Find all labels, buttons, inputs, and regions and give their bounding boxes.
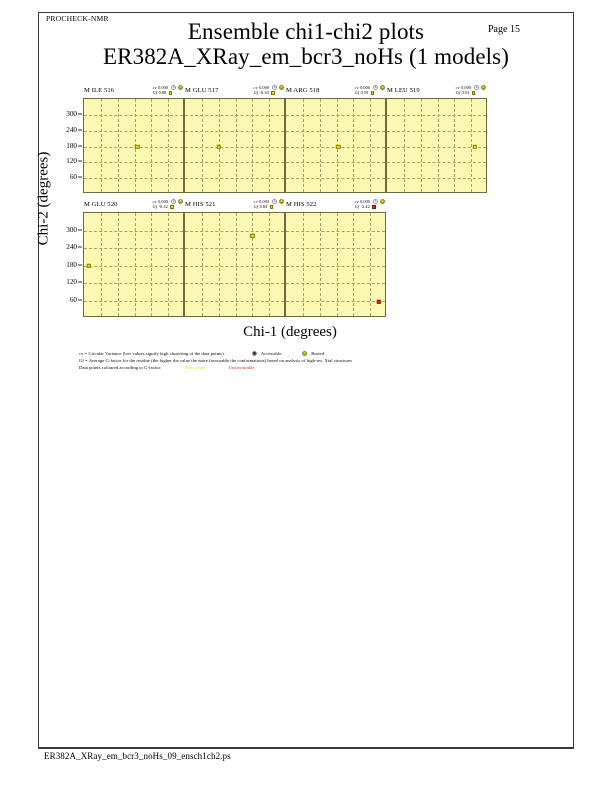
grid-line-vertical bbox=[320, 213, 321, 316]
grid-line-horizontal bbox=[286, 162, 385, 163]
panel-headers-row-2 bbox=[83, 199, 386, 209]
grid-line-vertical bbox=[101, 213, 102, 316]
grid-line-horizontal bbox=[387, 162, 486, 163]
grid-line-vertical bbox=[151, 213, 152, 316]
legend-accessible-label: Accessible bbox=[260, 351, 282, 356]
gf-value: -2.42 bbox=[360, 204, 370, 210]
accessible-icon bbox=[252, 351, 257, 356]
y-tick-label: 60 bbox=[69, 173, 77, 182]
cv-key: cv bbox=[455, 85, 460, 90]
grid-line-horizontal bbox=[84, 266, 183, 267]
grid-line-horizontal bbox=[84, 178, 183, 179]
buried-icon bbox=[481, 85, 486, 90]
grid-line-vertical bbox=[438, 99, 439, 192]
grid-line-vertical bbox=[135, 213, 136, 316]
y-axis-row-1 bbox=[52, 98, 82, 193]
data-point[interactable] bbox=[250, 234, 254, 238]
legend-line-gf bbox=[79, 357, 509, 364]
gf-value: 0.59 bbox=[360, 90, 369, 96]
cv-key: cv bbox=[253, 85, 258, 90]
title-line-1: Ensemble chi1-chi2 plots bbox=[187, 19, 425, 44]
plot-row-2 bbox=[83, 212, 386, 317]
grid-line-horizontal bbox=[286, 178, 385, 179]
residue-label: M ARG 518 bbox=[286, 87, 320, 95]
gf-stat bbox=[456, 90, 476, 95]
buried-icon bbox=[178, 85, 183, 90]
grid-line-vertical bbox=[303, 99, 304, 192]
residue-stats bbox=[153, 85, 183, 95]
residue-label: M ILE 516 bbox=[84, 87, 115, 95]
chi1-chi2-panel[interactable] bbox=[83, 212, 184, 317]
title-line-2: ER382A_XRay_em_bcr3_noHs (1 models) bbox=[103, 43, 509, 69]
cv-key: cv bbox=[354, 199, 359, 204]
gf-colour-swatch bbox=[170, 205, 173, 208]
chi1-chi2-panel[interactable] bbox=[386, 98, 487, 193]
data-point[interactable] bbox=[472, 145, 476, 149]
legend-line-colour bbox=[79, 364, 509, 371]
chi1-chi2-panel[interactable] bbox=[285, 212, 386, 317]
panel-header bbox=[184, 85, 285, 95]
grid-line-horizontal bbox=[84, 231, 183, 232]
grid-line-horizontal bbox=[185, 131, 284, 132]
footer-divider bbox=[38, 748, 574, 749]
y-tick-mark bbox=[78, 247, 82, 248]
grid-line-vertical bbox=[320, 99, 321, 192]
grid-line-vertical bbox=[202, 99, 203, 192]
gf-key: Gf bbox=[152, 90, 158, 96]
grid-line-vertical bbox=[421, 99, 422, 192]
residue-stats bbox=[355, 85, 385, 95]
chi1-chi2-panel[interactable] bbox=[285, 98, 386, 193]
grid-line-horizontal bbox=[185, 248, 284, 249]
y-tick-mark bbox=[78, 299, 82, 300]
grid-line-horizontal bbox=[84, 248, 183, 249]
residue-label: M GLU 517 bbox=[185, 87, 219, 95]
grid-line-vertical bbox=[202, 213, 203, 316]
y-tick-mark bbox=[78, 264, 82, 265]
grid-line-horizontal bbox=[286, 131, 385, 132]
grid-line-horizontal bbox=[185, 231, 284, 232]
gf-colour-swatch bbox=[372, 205, 375, 208]
residue-label: M GLU 520 bbox=[84, 201, 118, 209]
cv-key: cv bbox=[152, 199, 157, 204]
cv-value: 0.000 bbox=[158, 199, 168, 204]
cv-key: cv bbox=[253, 199, 258, 204]
y-tick-label: 300 bbox=[66, 225, 77, 234]
buried-icon bbox=[178, 199, 183, 204]
residue-label: M HIS 522 bbox=[286, 201, 317, 209]
panel-header bbox=[285, 199, 386, 209]
y-tick-label: 180 bbox=[66, 141, 77, 150]
legend-line-cv bbox=[79, 350, 509, 357]
grid-line-vertical bbox=[151, 99, 152, 192]
grid-line-horizontal bbox=[286, 231, 385, 232]
y-tick-label: 240 bbox=[66, 125, 77, 134]
y-tick-label: 300 bbox=[66, 109, 77, 118]
grid-line-horizontal bbox=[185, 301, 284, 302]
residue-stats bbox=[355, 199, 385, 209]
grid-line-vertical bbox=[168, 99, 169, 192]
y-tick-label: 60 bbox=[69, 295, 77, 304]
grid-line-vertical bbox=[118, 99, 119, 192]
y-tick-mark bbox=[78, 161, 82, 162]
grid-line-vertical bbox=[353, 99, 354, 192]
chi1-chi2-panel[interactable] bbox=[184, 98, 285, 193]
grid-line-horizontal bbox=[286, 115, 385, 116]
grid-line-horizontal bbox=[286, 301, 385, 302]
grid-line-vertical bbox=[353, 213, 354, 316]
cv-key: cv bbox=[152, 85, 157, 90]
grid-line-horizontal bbox=[286, 266, 385, 267]
y-tick-label: 240 bbox=[66, 243, 77, 251]
chi1-chi2-panel[interactable] bbox=[184, 212, 285, 317]
grid-line-vertical bbox=[236, 213, 237, 316]
gf-stat bbox=[153, 204, 174, 209]
grid-line-horizontal bbox=[84, 283, 183, 284]
plot-row-1 bbox=[83, 98, 487, 193]
grid-line-vertical bbox=[404, 99, 405, 192]
y-tick-mark bbox=[78, 113, 82, 114]
program-label: PROCHECK-NMR bbox=[46, 14, 109, 23]
cv-value: 0.000 bbox=[158, 85, 168, 90]
grid-line-horizontal bbox=[185, 162, 284, 163]
gf-key: Gf bbox=[253, 204, 259, 210]
legend-gf-text: Gf = Average G-factor for the residue (the higher the value the more favourable the conformations) based on analysis of high-res. Xtal structures bbox=[79, 358, 353, 364]
grid-line-horizontal bbox=[185, 178, 284, 179]
grid-line-horizontal bbox=[387, 131, 486, 132]
grid-line-vertical bbox=[236, 99, 237, 192]
grid-line-horizontal bbox=[387, 147, 486, 148]
cv-value: 0.000 bbox=[461, 85, 471, 90]
residue-stats bbox=[153, 199, 183, 209]
gf-stat bbox=[355, 90, 375, 95]
residue-label: M LEU 519 bbox=[387, 87, 420, 95]
gf-key: Gf bbox=[253, 90, 259, 96]
grid-line-horizontal bbox=[84, 115, 183, 116]
y-tick-mark bbox=[78, 229, 82, 230]
residue-stats bbox=[254, 85, 284, 95]
grid-line-vertical bbox=[168, 213, 169, 316]
grid-line-vertical bbox=[252, 99, 253, 192]
y-axis-label: Chi-2 (degrees) bbox=[35, 151, 52, 246]
grid-line-vertical bbox=[252, 213, 253, 316]
grid-line-horizontal bbox=[387, 178, 486, 179]
y-tick-mark bbox=[78, 129, 82, 130]
buried-icon bbox=[380, 199, 385, 204]
gf-key: Gf bbox=[354, 90, 360, 96]
grid-line-horizontal bbox=[286, 283, 385, 284]
grid-line-vertical bbox=[370, 213, 371, 316]
page-number: Page 15 bbox=[488, 24, 520, 35]
grid-line-horizontal bbox=[286, 248, 385, 249]
y-tick-label: 120 bbox=[66, 278, 77, 286]
y-tick-mark bbox=[78, 145, 82, 146]
buried-icon bbox=[302, 351, 307, 356]
gf-stat bbox=[254, 204, 274, 209]
grid-line-vertical bbox=[101, 99, 102, 192]
panel-header bbox=[83, 199, 184, 209]
gf-stat bbox=[254, 90, 275, 95]
residue-label: M HIS 521 bbox=[185, 201, 216, 209]
gf-colour-swatch bbox=[270, 205, 273, 208]
legend-unfavourable-label: Unfavourable bbox=[228, 365, 255, 371]
gf-key: Gf bbox=[354, 204, 360, 210]
gf-colour-swatch bbox=[271, 91, 274, 94]
page-title bbox=[38, 20, 574, 69]
buried-icon bbox=[279, 199, 284, 204]
grid-line-vertical bbox=[118, 213, 119, 316]
grid-line-horizontal bbox=[84, 147, 183, 148]
grid-line-horizontal bbox=[387, 115, 486, 116]
grid-line-horizontal bbox=[84, 301, 183, 302]
data-point[interactable] bbox=[135, 144, 139, 148]
chi1-chi2-panel[interactable] bbox=[83, 98, 184, 193]
gf-key: Gf bbox=[455, 90, 461, 96]
panel-header bbox=[184, 199, 285, 209]
y-tick-label: 120 bbox=[66, 157, 77, 166]
gf-stat bbox=[153, 90, 173, 95]
gf-colour-swatch bbox=[169, 91, 172, 94]
gf-key: Gf bbox=[152, 204, 158, 210]
grid-line-horizontal bbox=[185, 266, 284, 267]
y-axis-row-2 bbox=[52, 212, 82, 317]
gf-value: -0.32 bbox=[158, 204, 168, 210]
gf-value: 0.53 bbox=[461, 90, 470, 96]
legend-cv-text: cv = Circular Variance (low values signify high clustering of the data points). bbox=[79, 351, 225, 356]
legend-colour-text: Data points coloured according to G-factor: bbox=[79, 365, 162, 371]
gf-value: 0.84 bbox=[259, 204, 268, 210]
y-tick-mark bbox=[78, 177, 82, 178]
grid-line-horizontal bbox=[185, 147, 284, 148]
grid-line-horizontal bbox=[84, 131, 183, 132]
data-point[interactable] bbox=[216, 144, 220, 148]
gf-colour-swatch bbox=[371, 91, 374, 94]
gf-value: -0.30 bbox=[259, 90, 269, 96]
buried-icon bbox=[380, 85, 385, 90]
panel-headers-row-1 bbox=[83, 85, 487, 95]
cv-value: 0.000 bbox=[360, 199, 370, 204]
cv-value: 0.000 bbox=[360, 85, 370, 90]
grid-line-vertical bbox=[269, 213, 270, 316]
data-point[interactable] bbox=[336, 144, 340, 148]
legend-buried-label: Buried bbox=[311, 351, 325, 356]
cv-value: 0.000 bbox=[259, 199, 269, 204]
panel-header bbox=[386, 85, 487, 95]
grid-line-horizontal bbox=[185, 283, 284, 284]
grid-line-vertical bbox=[454, 99, 455, 192]
grid-line-vertical bbox=[219, 213, 220, 316]
residue-stats bbox=[254, 199, 284, 209]
data-point[interactable] bbox=[376, 300, 380, 304]
grid-line-vertical bbox=[337, 213, 338, 316]
buried-icon bbox=[279, 85, 284, 90]
grid-line-horizontal bbox=[185, 115, 284, 116]
grid-line-vertical bbox=[269, 99, 270, 192]
grid-line-vertical bbox=[303, 213, 304, 316]
grid-line-vertical bbox=[370, 99, 371, 192]
gf-colour-swatch bbox=[472, 91, 475, 94]
panel-header bbox=[83, 85, 184, 95]
legend-favourable-label: Favourable bbox=[185, 365, 207, 371]
cv-key: cv bbox=[354, 85, 359, 90]
output-filename: ER382A_XRay_em_bcr3_noHs_09_ensch1ch2.ps bbox=[44, 751, 231, 761]
y-tick-label: 180 bbox=[66, 260, 77, 269]
grid-line-horizontal bbox=[84, 162, 183, 163]
legend-footnote bbox=[79, 350, 509, 372]
data-point[interactable] bbox=[87, 263, 91, 267]
y-tick-mark bbox=[78, 282, 82, 283]
gf-stat bbox=[355, 204, 376, 209]
cv-value: 0.000 bbox=[259, 85, 269, 90]
x-axis-label: Chi-1 (degrees) bbox=[243, 324, 337, 340]
residue-stats bbox=[456, 85, 486, 95]
gf-value: 0.88 bbox=[158, 90, 167, 96]
panel-header bbox=[285, 85, 386, 95]
